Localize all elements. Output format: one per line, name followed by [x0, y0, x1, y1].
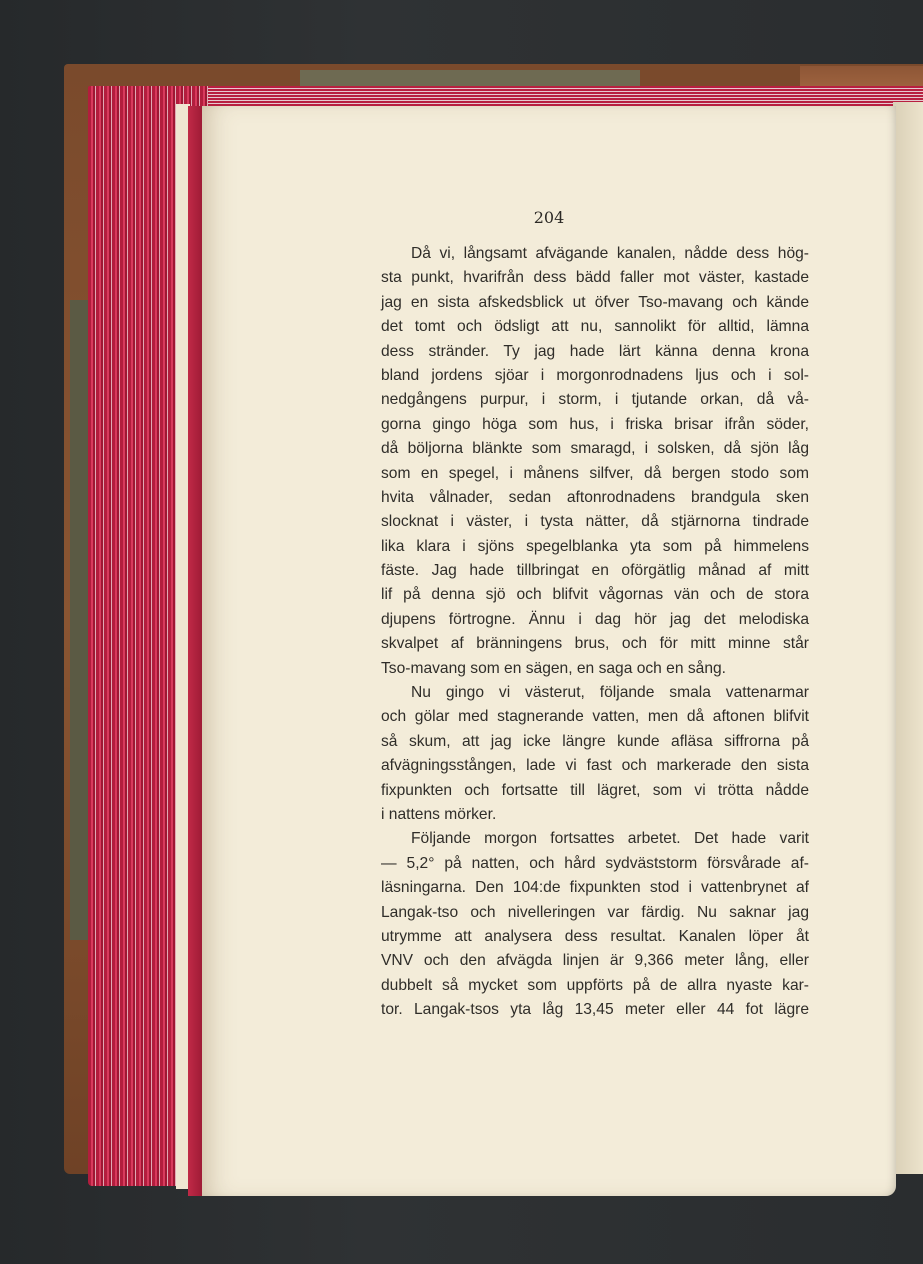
text-line: lif på denna sjö och blifvit vågornas vän och de stora — [381, 586, 809, 604]
text-line: fixpunkten och fortsatte till lägret, som vi trötta nådde — [381, 781, 809, 799]
page-number: 204 — [533, 208, 565, 227]
text-line: tor. Langak-tsos yta låg 13,45 meter eller 44 fot lägre — [381, 1001, 809, 1019]
text-line: Nu gingo vi västerut, följande smala vattenarmar — [411, 684, 809, 702]
body-text — [381, 242, 809, 1023]
next-page-sliver — [893, 102, 923, 1174]
text-line: fäste. Jag hade tillbringat en oförgätlig månad af mitt — [381, 562, 809, 580]
text-line: Då vi, långsamt afvägande kanalen, nådde dess hög- — [411, 245, 809, 262]
text-line: det tomt och ödsligt att nu, sannolikt för alltid, lämna — [381, 318, 809, 336]
text-line: Langak-tso och nivelleringen var färdig. Nu saknar jag — [381, 903, 809, 921]
text-line: afvägningsstången, lade vi fast och markerade den sista — [381, 757, 809, 775]
text-line: VNV och den afvägda linjen är 9,366 meter lång, eller — [381, 952, 809, 970]
text-line: så skum, att jag icke längre kunde afläsa siffrorna på — [381, 732, 809, 750]
red-margin-strip — [188, 106, 202, 1196]
text-line: Följande morgon fortsattes arbetet. Det hade varit — [411, 830, 809, 848]
text-line: bland jordens sjöar i morgonrodnadens ljus och i sol- — [381, 366, 809, 384]
text-line: jag en sista afskedsblick ut öfver Tso-mavang och kände — [381, 293, 809, 311]
text-line: hvita vålnader, sedan aftonrodnadens brandgula sken — [381, 488, 809, 506]
text-line: Tso-mavang som en sägen, en saga och en sång. — [381, 659, 727, 677]
top-page-edges — [110, 86, 923, 106]
text-line: som en spegel, i månens silfver, då bergen stodo som — [381, 464, 809, 482]
text-line: gorna gingo höga som hus, i friska brisar ifrån söder, — [381, 415, 809, 433]
text-line: skvalpet af bränningens brus, och för mitt minne står — [381, 635, 809, 653]
text-line: djupens förtrogne. Ännu i dag hör jag det melodiska — [381, 610, 809, 628]
text-line: läsningarna. Den 104:de fixpunkten stod i vattenbrynet af — [381, 879, 809, 897]
text-line: sta punkt, hvarifrån dess bädd faller mot väster, kastade — [381, 269, 809, 287]
text-line: — 5,2° på natten, och hård sydväststorm försvårade af- — [381, 854, 809, 872]
text-line: då böljorna blänkte som smaragd, i solsken, då sjön låg — [381, 440, 809, 458]
book-page — [202, 106, 896, 1196]
text-line: dubbelt så mycket som uppförts på de allra nyaste kar- — [381, 976, 809, 994]
text-line: utrymme att analysera dess resultat. Kanalen löper åt — [381, 927, 809, 945]
text-line: nedgångens purpur, i storm, i tjutande orkan, då vå- — [381, 391, 809, 409]
text-line: dess stränder. Ty jag hade lärt känna denna krona — [381, 342, 809, 360]
text-line: och gölar med stagnerande vatten, men då aftonen blifvit — [381, 708, 809, 726]
text-line: i nattens mörker. — [381, 805, 497, 823]
text-line: slocknat i väster, i tysta nätter, då stjärnorna tindrade — [381, 513, 809, 531]
text-line: lika klara i sjöns spegelblanka yta som på himmelens — [381, 537, 809, 555]
